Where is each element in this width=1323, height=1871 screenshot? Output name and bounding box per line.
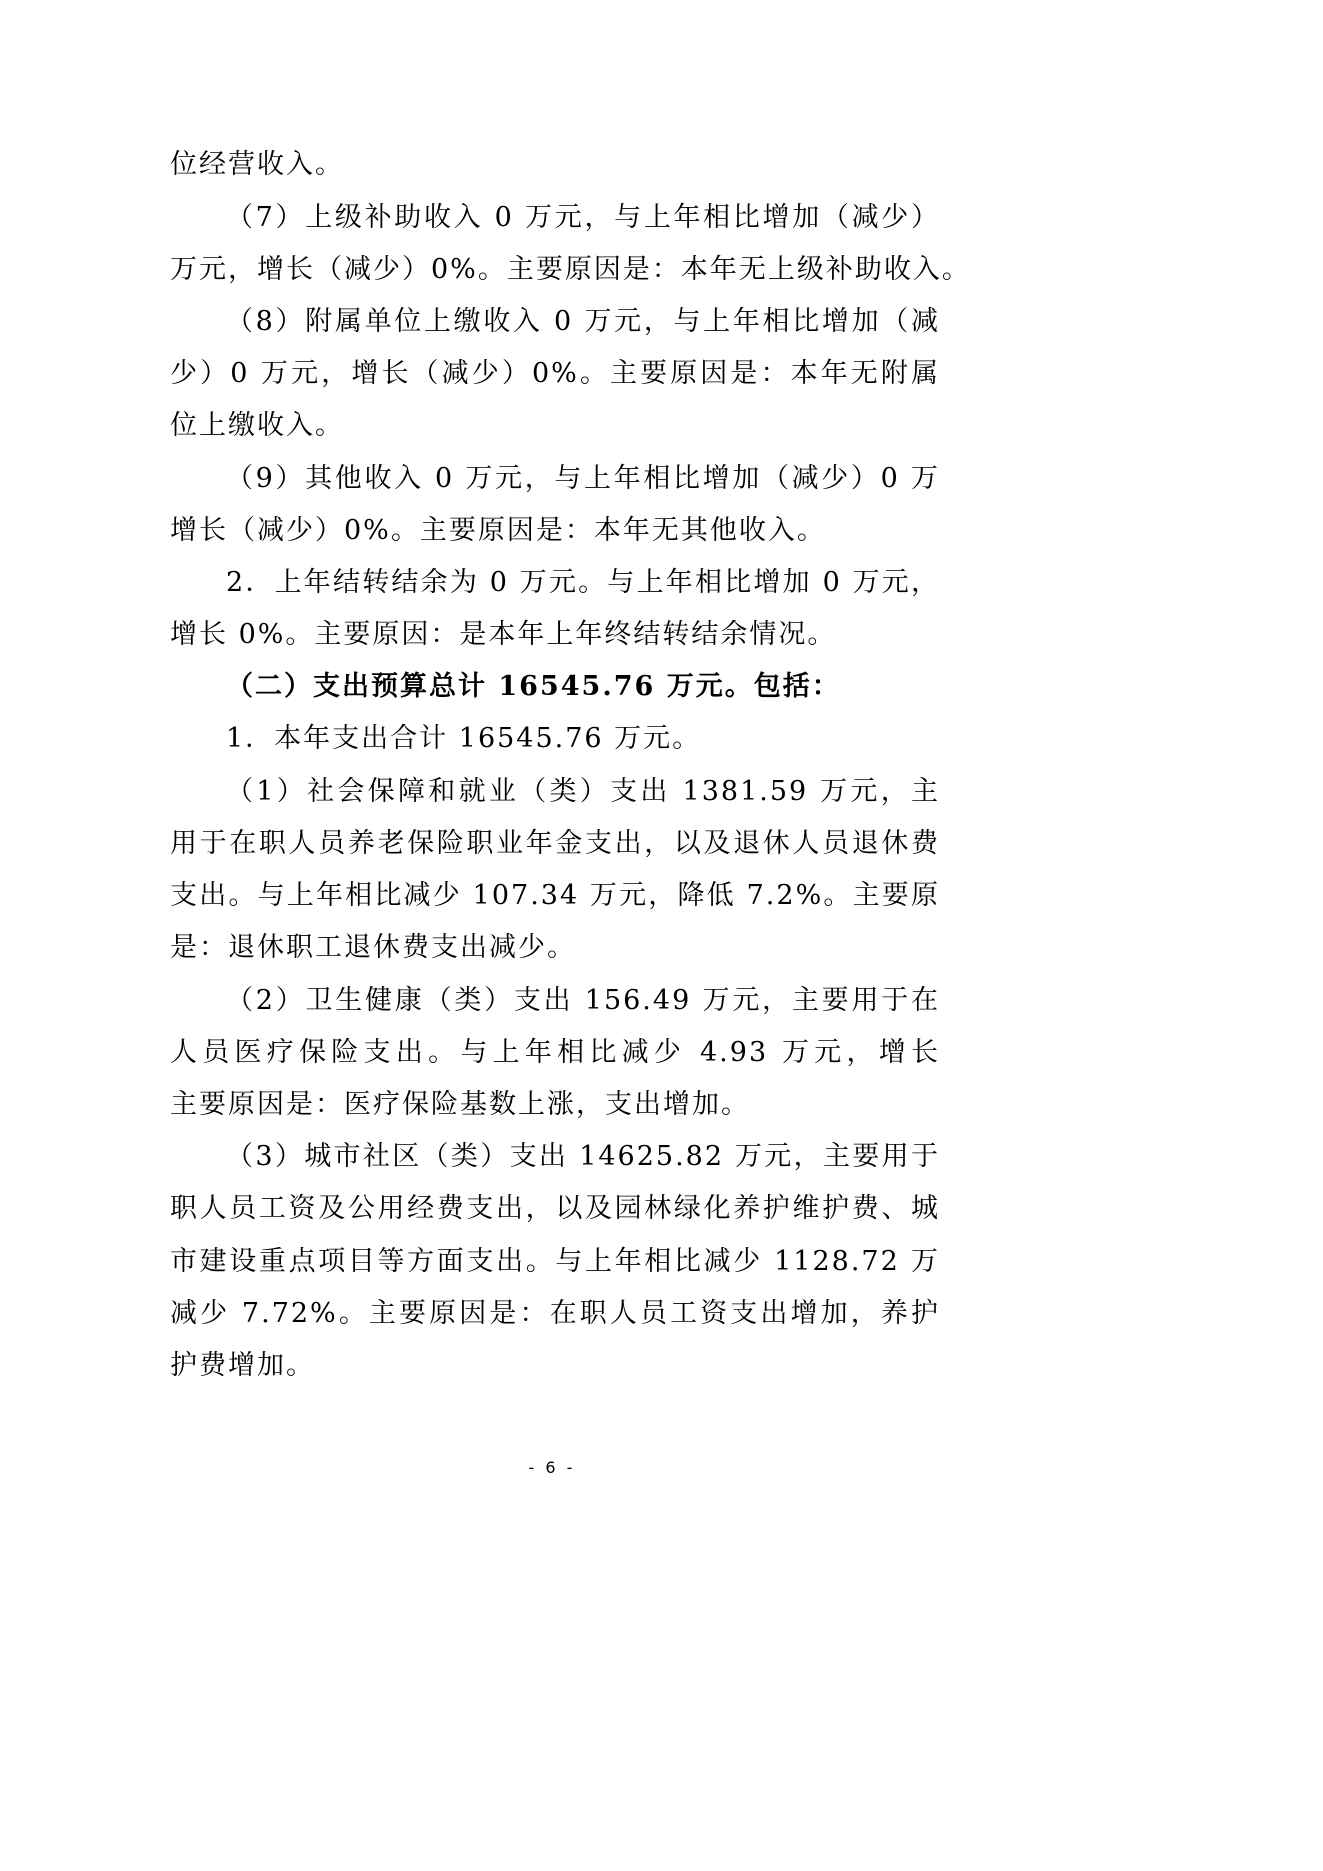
paragraph-line: 位经营收入。 [170, 149, 344, 180]
paragraph-line: 增长（减少）0%。主要原因是：本年无其他收入。 [170, 515, 826, 546]
paragraph-line: 增长 0%。主要原因：是本年上年终结转结余情况。 [170, 619, 837, 650]
section-heading: （二）支出预算总计 16545.76 万元。包括： [226, 671, 841, 702]
paragraph-line: 护费增加。 [170, 1350, 315, 1381]
paragraph-line: 万元，增长（减少）0%。主要原因是：本年无上级补助收入。 [170, 254, 971, 285]
paragraph-line: 支出。与上年相比减少 107.34 万元，降低 7.2%。主要原 [170, 880, 940, 911]
paragraph-line: 是：退休职工退休费支出减少。 [170, 932, 576, 963]
paragraph-line: 减少 7.72%。主要原因是：在职人员工资支出增加，养护 [170, 1298, 940, 1329]
paragraph-line: （7）上级补助收入 0 万元，与上年相比增加（减少） [226, 202, 940, 233]
paragraph-line: 市建设重点项目等方面支出。与上年相比减少 1128.72 万 [170, 1246, 940, 1277]
paragraph-line: （2）卫生健康（类）支出 156.49 万元，主要用于在 [226, 985, 940, 1016]
paragraph-line: （3）城市社区（类）支出 14625.82 万元，主要用于 [226, 1141, 940, 1172]
paragraph-line: （9）其他收入 0 万元，与上年相比增加（减少）0 万 [226, 463, 940, 494]
paragraph-line: （1）社会保障和就业（类）支出 1381.59 万元，主 [226, 776, 940, 807]
paragraph-line: 少）0 万元，增长（减少）0%。主要原因是：本年无附属 [170, 358, 940, 389]
paragraph-line: 人员医疗保险支出。与上年相比减少 4.93 万元，增长 [170, 1037, 940, 1068]
paragraph-line: 1．本年支出合计 16545.76 万元。 [226, 723, 702, 754]
paragraph-line: （8）附属单位上缴收入 0 万元，与上年相比增加（减 [226, 306, 940, 337]
paragraph-line: 职人员工资及公用经费支出，以及园林绿化养护维护费、城 [170, 1193, 940, 1224]
paragraph-line: 2．上年结转结余为 0 万元。与上年相比增加 0 万元， [226, 567, 940, 598]
page-number: - 6 - [528, 1458, 576, 1477]
paragraph-line: 用于在职人员养老保险职业年金支出，以及退休人员退休费 [170, 828, 940, 859]
paragraph-line: 位上缴收入。 [170, 410, 344, 441]
paragraph-line: 主要原因是：医疗保险基数上涨，支出增加。 [170, 1089, 750, 1120]
